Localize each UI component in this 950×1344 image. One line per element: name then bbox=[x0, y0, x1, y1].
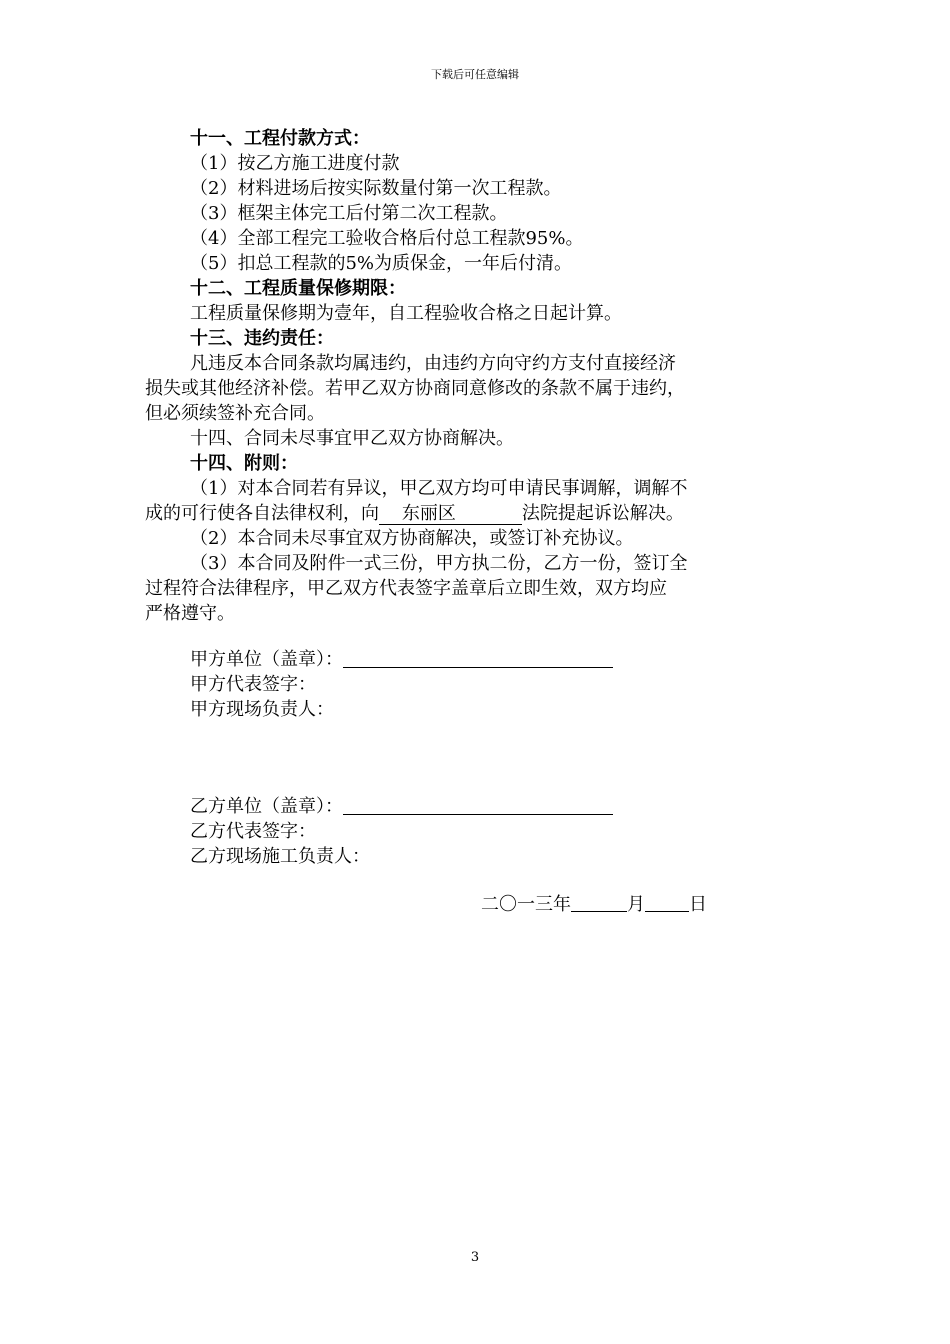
section-14-item1-post: 法院提起诉讼解决。 bbox=[521, 503, 684, 524]
page-header: 下载后可任意编辑 bbox=[431, 68, 519, 81]
section-12-body: 工程质量保修期为壹年，自工程验收合格之日起计算。 bbox=[190, 303, 622, 324]
section-14-item1-line2 bbox=[145, 501, 815, 526]
date-month-blank bbox=[571, 893, 627, 912]
page-number: 3 bbox=[470, 1250, 480, 1265]
party-b-unit-label: 乙方单位（盖章）： bbox=[190, 796, 343, 817]
date-day: 日 bbox=[689, 894, 707, 915]
section-11-item: （5）扣总工程款的5%为质保金，一年后付清。 bbox=[190, 253, 573, 274]
section-14-title: 十四、附则： bbox=[190, 453, 298, 474]
section-12-title: 十二、工程质量保修期限： bbox=[190, 278, 406, 299]
section-11-item: （4）全部工程完工验收合格后付总工程款95%。 bbox=[190, 228, 584, 249]
section-14-item2: （2）本合同未尽事宜双方协商解决，或签订补充协议。 bbox=[190, 528, 634, 549]
party-a-unit-row bbox=[145, 647, 815, 672]
party-b-unit-row bbox=[145, 794, 815, 819]
section-13-line: 凡违反本合同条款均属违约，由违约方向守约方支付直接经济 bbox=[190, 353, 676, 374]
party-a-site-label: 甲方现场负责人： bbox=[190, 699, 334, 720]
section-13-line: 损失或其他经济补偿。若甲乙双方协商同意修改的条款不属于违约， bbox=[145, 378, 685, 399]
party-a-rep-label: 甲方代表签字： bbox=[190, 674, 316, 695]
date-day-blank bbox=[645, 893, 689, 912]
section-13-title: 十三、违约责任： bbox=[190, 328, 334, 349]
section-11-item: （1）按乙方施工进度付款 bbox=[190, 153, 400, 174]
section-14-item3-line: 严格遵守。 bbox=[145, 603, 235, 624]
section-13-line: 但必须续签补充合同。 bbox=[145, 403, 325, 424]
section-11-item: （2）材料进场后按实际数量付第一次工程款。 bbox=[190, 178, 562, 199]
contract-date bbox=[145, 892, 815, 917]
section-13-extra: 十四、合同未尽事宜甲乙双方协商解决。 bbox=[190, 428, 514, 449]
section-14-item1-line1: （1）对本合同若有异议，甲乙双方均可申请民事调解，调解不 bbox=[190, 478, 688, 499]
section-14-item3-line: 过程符合法律程序，甲乙双方代表签字盖章后立即生效，双方均应 bbox=[145, 578, 667, 599]
date-month: 月 bbox=[627, 894, 645, 915]
section-14-item3-line: （3）本合同及附件一式三份，甲方执二份，乙方一份，签订全 bbox=[190, 553, 688, 574]
document-body bbox=[145, 126, 815, 917]
court-name: 东丽区 bbox=[379, 503, 522, 525]
date-year: 二〇一三年 bbox=[481, 894, 571, 915]
party-a-unit-label: 甲方单位（盖章）： bbox=[190, 649, 343, 670]
party-b-rep-label: 乙方代表签字： bbox=[190, 821, 316, 842]
party-a-unit-signature-line bbox=[343, 648, 613, 668]
section-11-title: 十一、工程付款方式： bbox=[190, 128, 370, 149]
party-b-unit-signature-line bbox=[343, 795, 613, 815]
section-11-item: （3）框架主体完工后付第二次工程款。 bbox=[190, 203, 508, 224]
party-b-site-label: 乙方现场施工负责人： bbox=[190, 846, 370, 867]
section-14-item1-pre: 成的可行使各自法律权利，向 bbox=[145, 503, 379, 524]
